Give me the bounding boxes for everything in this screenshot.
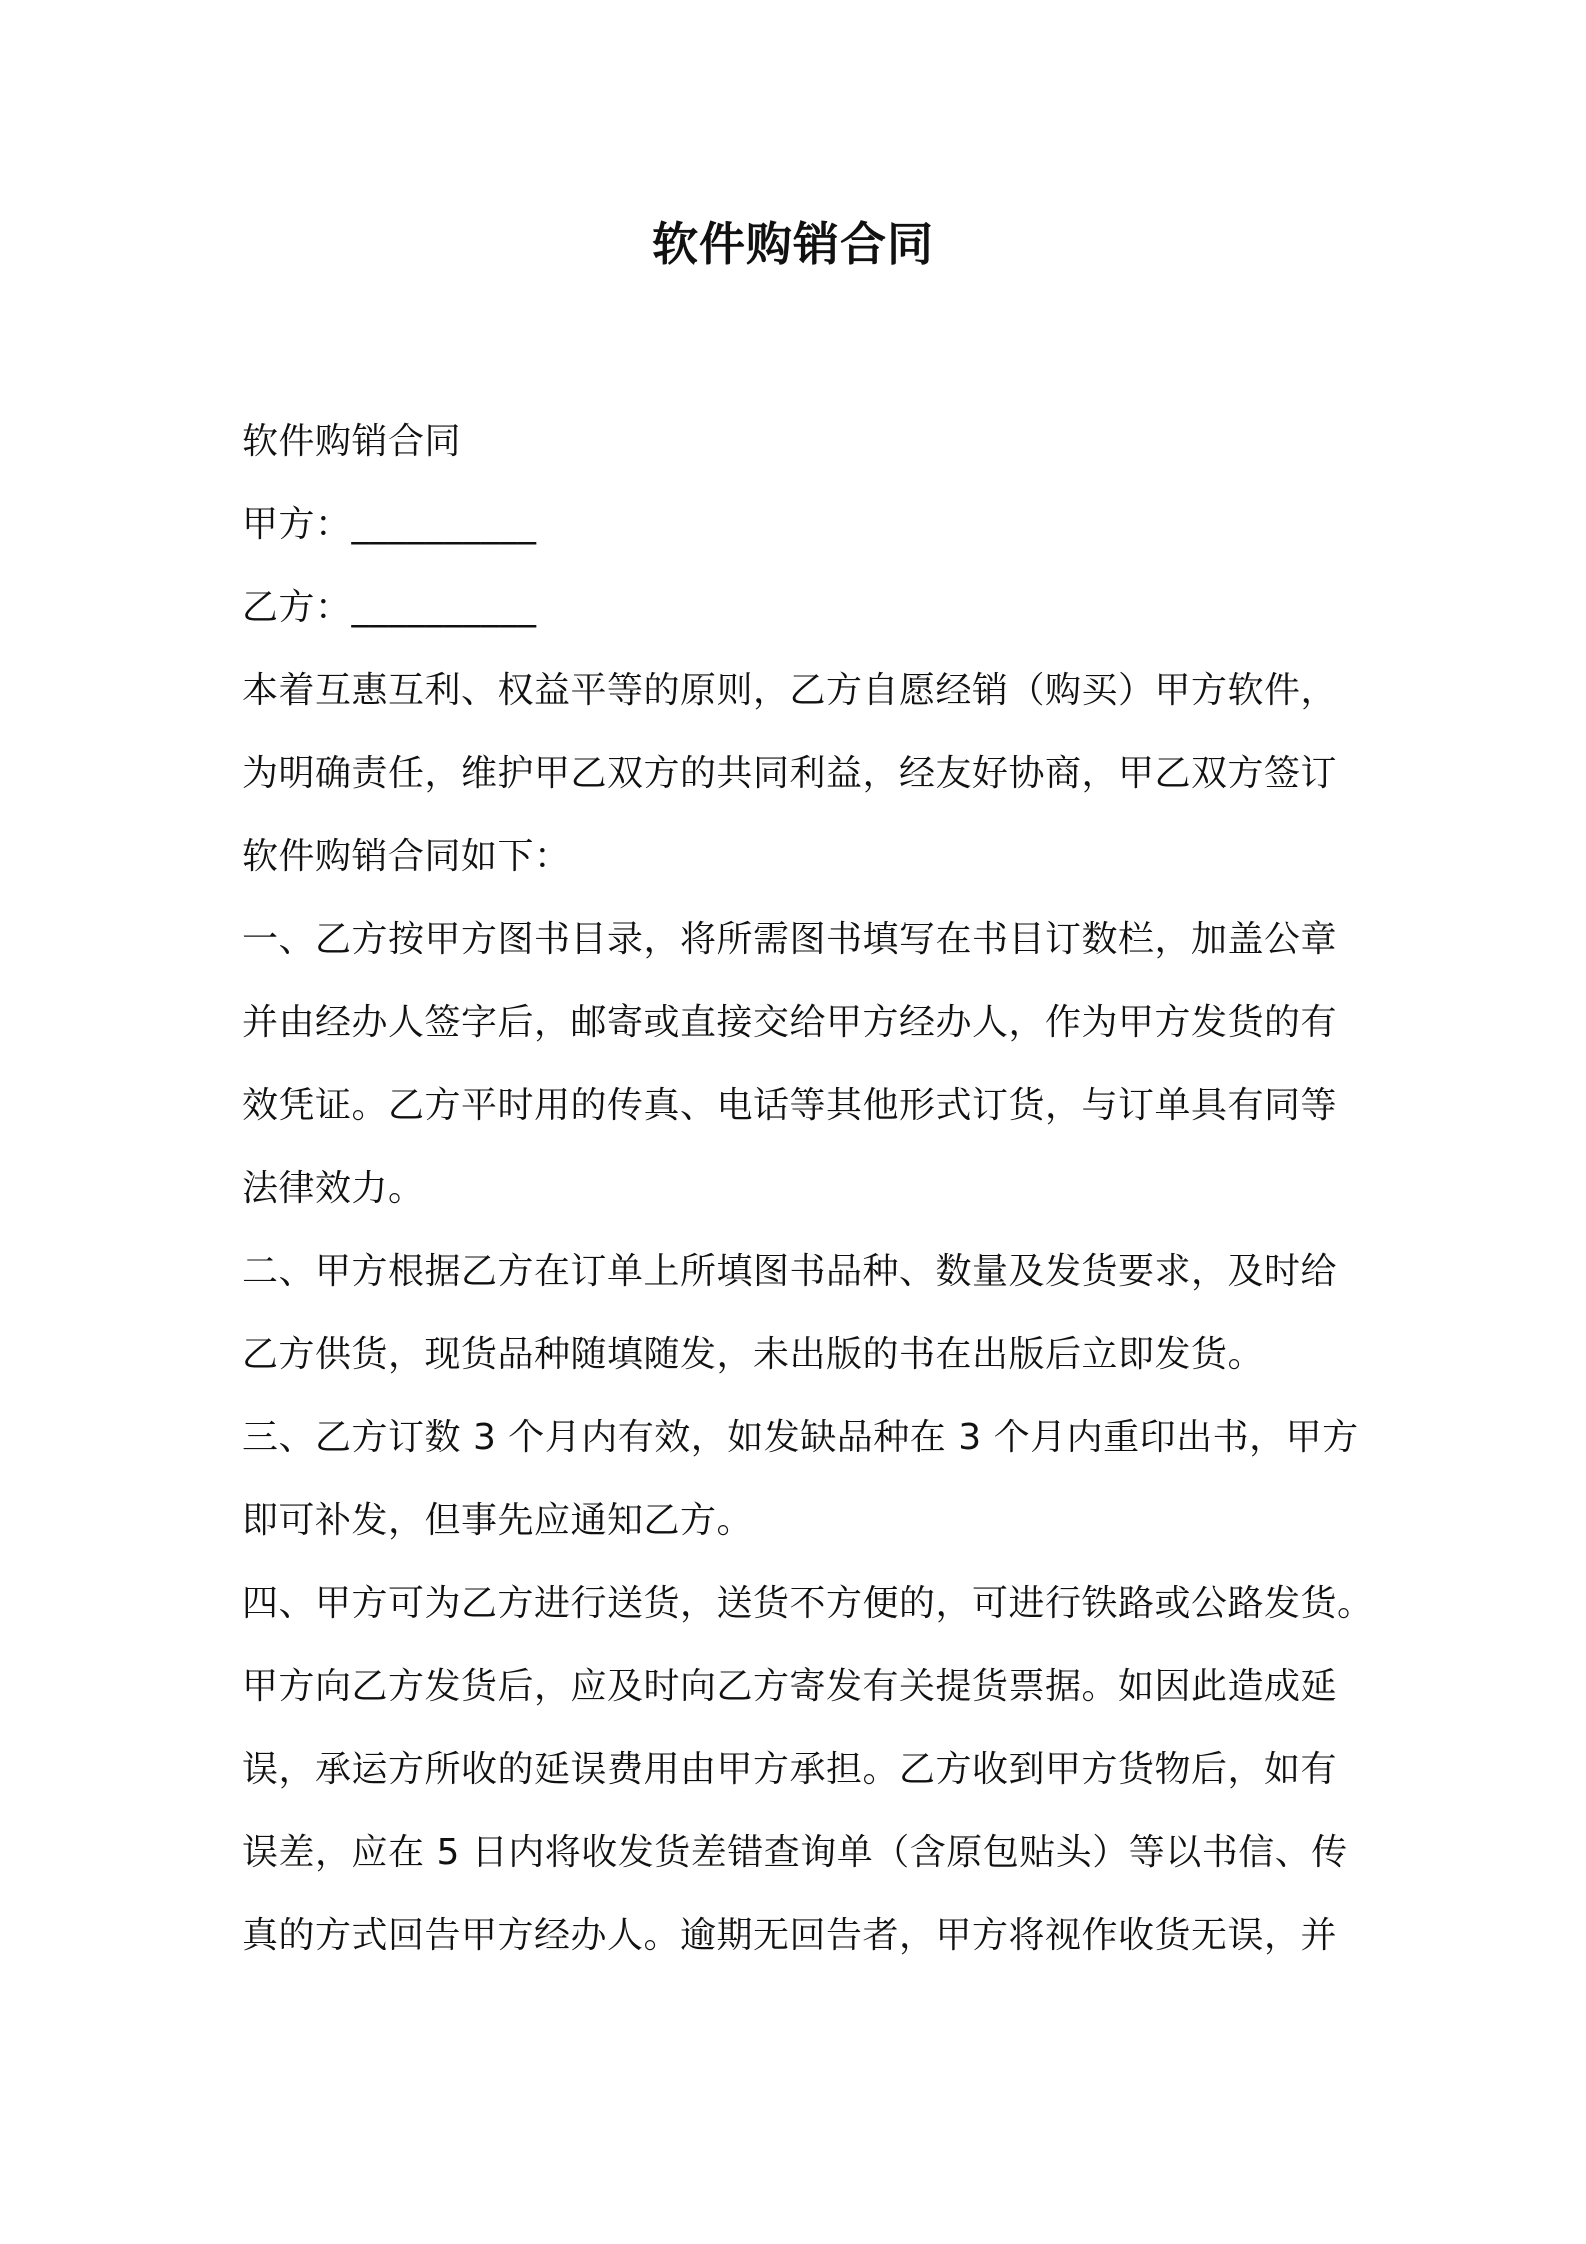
body-line: 软件购销合同 [242, 421, 462, 462]
clause-2-line: 乙方供货，现货品种随填随发，未出版的书在出版后立即发货。 [242, 1334, 1265, 1375]
body-line: 本着互惠互利、权益平等的原则，乙方自愿经销（购买）甲方软件， [242, 670, 1338, 711]
clause-4-line: 四、甲方可为乙方进行送货，送货不方便的，可进行铁路或公路发货。 [242, 1583, 1374, 1624]
clause-4-line: 真的方式回告甲方经办人。逾期无回告者，甲方将视作收货无误，并 [242, 1915, 1338, 1956]
clause-4-line: 误，承运方所收的延误费用由甲方承担。乙方收到甲方货物后，如有 [242, 1749, 1338, 1790]
clause-1-line: 并由经办人签字后，邮寄或直接交给甲方经办人，作为甲方发货的有 [242, 1002, 1338, 1043]
clause-2-line: 二、甲方根据乙方在订单上所填图书品种、数量及发货要求，及时给 [242, 1251, 1338, 1292]
document-title: 软件购销合同 [652, 217, 934, 271]
clause-4-line: 甲方向乙方发货后，应及时向乙方寄发有关提货票据。如因此造成延 [242, 1666, 1338, 1707]
clause-1-line: 效凭证。乙方平时用的传真、电话等其他形式订货，与订单具有同等 [242, 1085, 1338, 1126]
clause-3-line: 即可补发，但事先应通知乙方。 [242, 1500, 754, 1541]
clause-4-line: 误差，应在 5 日内将收发货差错查询单（含原包贴头）等以书信、传 [242, 1832, 1348, 1873]
body-line: 为明确责任，维护甲乙双方的共同利益，经友好协商，甲乙双方签订 [242, 753, 1338, 794]
party-a-line: 甲方：__________ [242, 504, 537, 545]
document-body [242, 400, 1374, 1977]
body-line: 软件购销合同如下： [242, 836, 571, 877]
clause-1-line: 一、乙方按甲方图书目录，将所需图书填写在书目订数栏，加盖公章 [242, 919, 1338, 960]
clause-3-line: 三、乙方订数 3 个月内有效，如发缺品种在 3 个月内重印出书，甲方 [242, 1417, 1359, 1458]
party-b-line: 乙方：__________ [242, 587, 537, 628]
clause-1-line: 法律效力。 [242, 1168, 425, 1209]
